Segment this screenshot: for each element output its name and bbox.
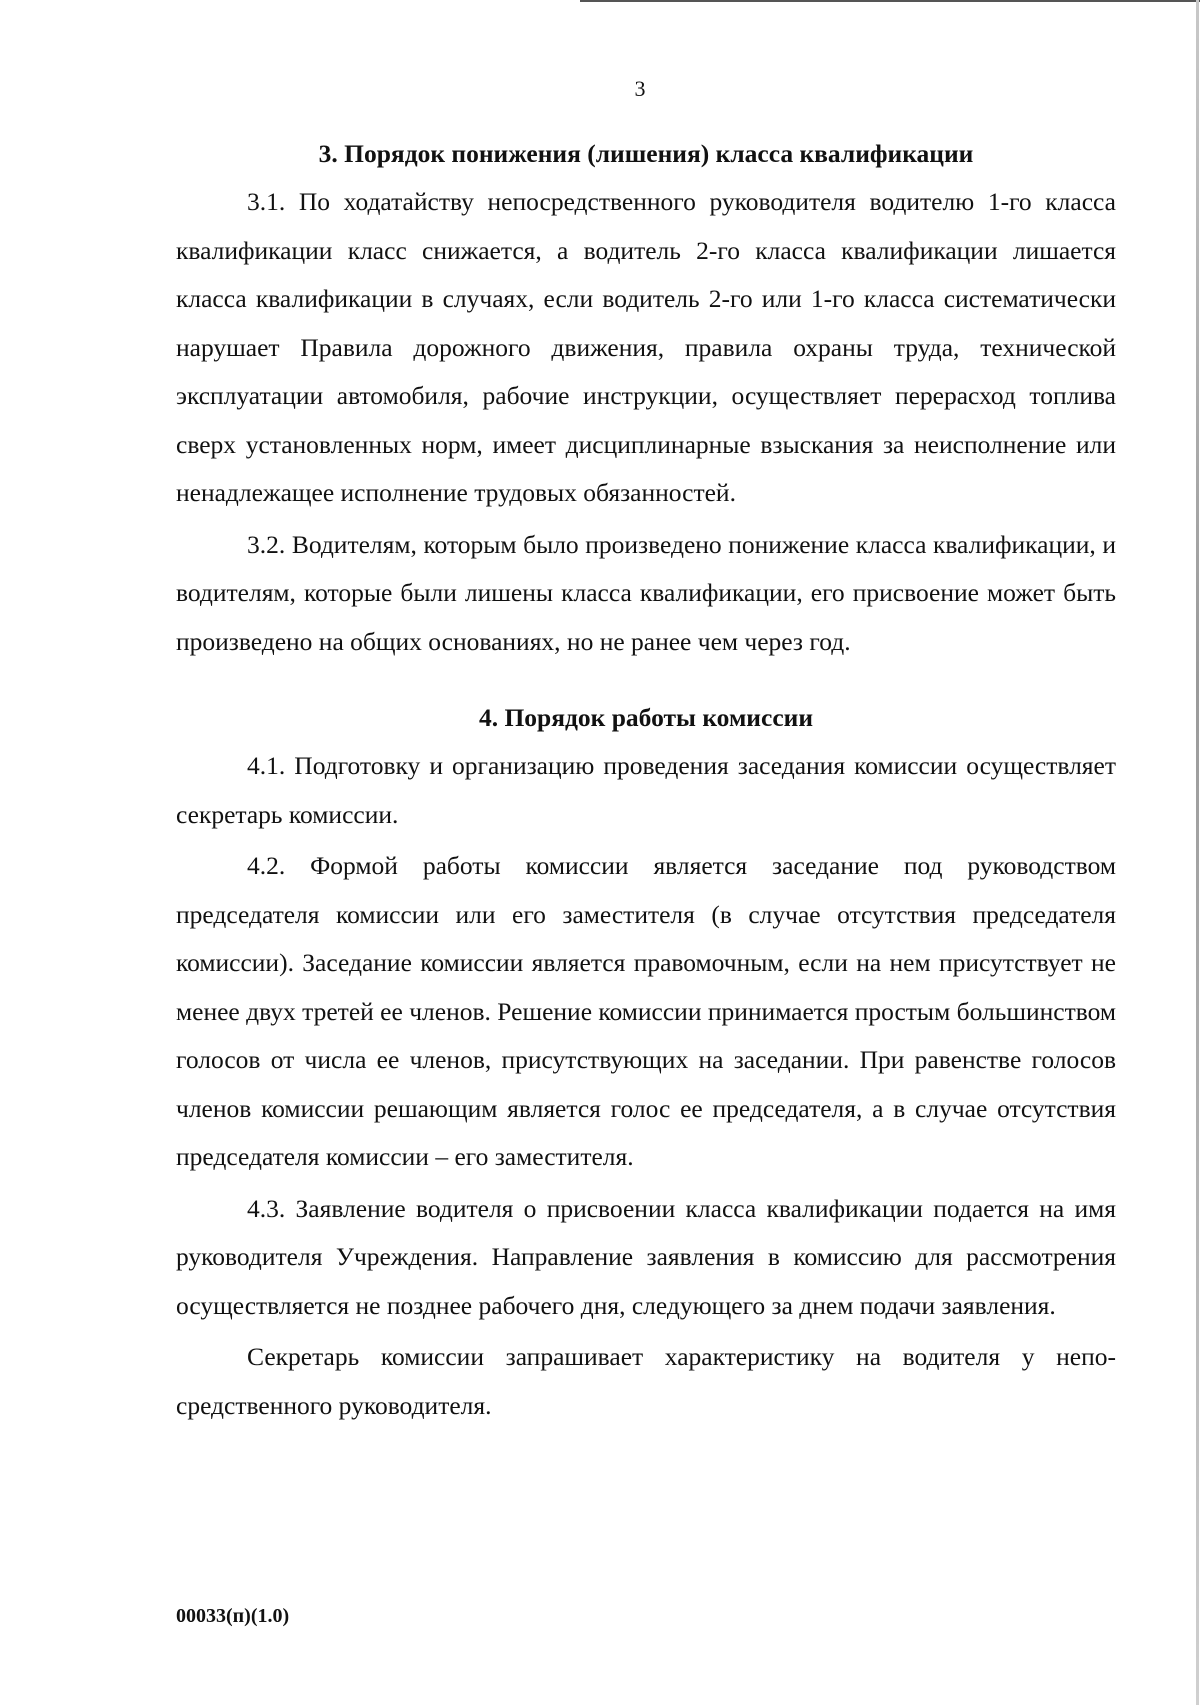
- scan-border-right: [1196, 0, 1199, 1705]
- section-4-heading: 4. Порядок работы комиссии: [478, 703, 814, 732]
- paragraph-4-3-secretary: Секретарь комиссии запрашивает характеристику на водителя у непосредственного руководителя.: [176, 1342, 1116, 1420]
- document-code: 00033(п)(1.0): [176, 1605, 290, 1627]
- paragraph-3-2: 3.2. Водителям, которым было произведено понижение класса квалификации, и водителям, которые были лишены класса квалификации, его присвоение может быть произведено на общих основаниях, но не ранее чем через год.: [176, 529, 1116, 656]
- paragraph-4-1: 4.1. Подготовку и организацию проведения заседания комиссии осуществляет секретарь комиссии.: [176, 751, 1116, 829]
- paragraph-3-1: 3.1. По ходатайству непосредственного руководителя водителю 1-го класса квалификации класс снижается, а водитель 2-го класса квалификации лишается класса квалификации в случаях, если водитель 2-го или 1-го класса систематически нарушает Правила дорожного движения, правила охраны труда, технической эксплуатации автомобиля, рабочие инструкции, осуществляет перерасход топлива сверх установленных норм, имеет дисциплинарные взыскания за неисполнение или ненадлежащее исполнение трудовых обязанностей.: [176, 187, 1116, 507]
- paragraph-4-2: 4.2. Формой работы комиссии является заседание под руководством председателя комиссии или его заместителя (в случае отсутствия председателя комиссии). Заседание комиссии является правомочным, если на нем присутствует не менее двух третей ее членов. Решение комиссии принимается простым большинством голосов от числа ее членов, присутствующих на заседании. При равенстве голосов членов комиссии решающим является голос ее председателя, а в случае отсутствия председателя комиссии – его заместителя.: [176, 851, 1116, 1171]
- scan-border-top: [580, 0, 1200, 2]
- document-body: [176, 130, 1116, 1430]
- paragraph-4-3: 4.3. Заявление водителя о присвоении класса квалификации подается на имя руководителя Учреждения. Направление заявления в комиссию для рассмотрения осуществляется не позднее рабочего дня, следующего за днем подачи заявления.: [176, 1193, 1116, 1320]
- page-number: 3: [634, 76, 646, 101]
- section-3-heading: 3. Порядок понижения (лишения) класса квалификации: [318, 139, 974, 168]
